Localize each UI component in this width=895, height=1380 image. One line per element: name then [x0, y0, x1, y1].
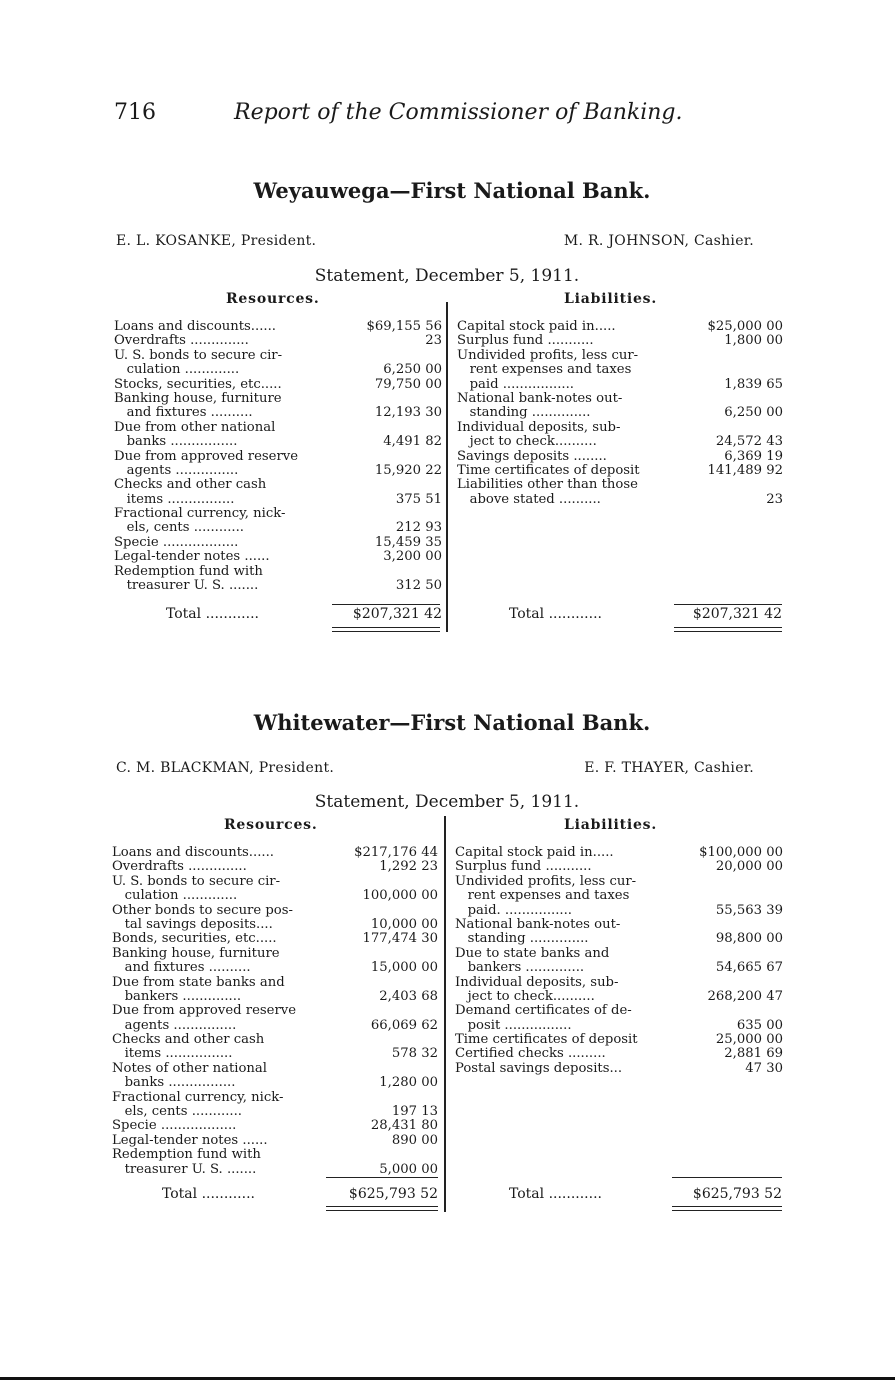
ledger-line [457, 378, 785, 392]
line-amount: 197 13 [391, 1104, 438, 1120]
ledger-line [455, 1062, 785, 1076]
line-label: and fixtures .......... [112, 960, 251, 976]
line-label: culation ............. [112, 888, 238, 904]
line-label: Time certificates of deposit [455, 1032, 638, 1048]
line-label: ject to check.......... [455, 988, 595, 1004]
line-label: Capital stock paid in..... [457, 319, 616, 334]
line-amount: 25,000 00 [715, 1032, 783, 1048]
ledger-line [455, 889, 785, 903]
ledger-line [112, 947, 440, 961]
line-label: Bonds, securities, etc..... [112, 931, 277, 947]
total-amount: $207,321 42 [692, 606, 782, 622]
line-label: Individual deposits, sub- [457, 419, 621, 435]
ledger-line [457, 406, 785, 420]
line-amount: 2,881 69 [724, 1046, 783, 1062]
line-amount: 375 51 [395, 491, 442, 507]
line-label: Surplus fund ........... [455, 859, 592, 875]
ledger-line [455, 961, 785, 975]
ledger-line [114, 378, 444, 392]
ledger-line [457, 334, 785, 348]
ledger-line [455, 846, 785, 860]
ledger-line [114, 435, 444, 449]
running-title: Report of the Commissioner of Banking. [234, 100, 683, 125]
line-label: Due from approved reserve [112, 1003, 297, 1019]
ledger-line [457, 464, 785, 478]
ledger-line [112, 875, 440, 889]
line-amount: 23 [766, 491, 783, 507]
line-label: Banking house, furniture [114, 390, 282, 406]
bank-title: Whitewater—First National Bank. [253, 710, 651, 735]
line-label: culation ............. [114, 362, 240, 378]
president-name: C. M. BLACKMAN, President. [116, 760, 335, 776]
ledger-line [114, 536, 444, 550]
ledger-line [114, 406, 444, 420]
line-label: Notes of other national [112, 1060, 267, 1076]
total-label: Total ............ [509, 1186, 602, 1202]
line-label: Legal-tender notes ...... [112, 1132, 268, 1148]
line-amount: 15,459 35 [374, 534, 442, 550]
line-label: Capital stock paid in..... [455, 845, 614, 860]
line-label: Fractional currency, nick- [114, 506, 286, 522]
total-amount: $625,793 52 [348, 1186, 438, 1202]
line-label: banks ................ [114, 434, 238, 450]
ledger-line [455, 875, 785, 889]
line-amount: 1,800 00 [724, 333, 783, 349]
line-amount: $69,155 56 [366, 319, 442, 334]
ledger-line [457, 392, 785, 406]
president-name: E. L. KOSANKE, President. [116, 233, 317, 249]
ledger-line [455, 947, 785, 961]
line-label: Specie .................. [114, 534, 239, 550]
ledger-line [112, 1148, 440, 1162]
total-amount: $207,321 42 [352, 606, 442, 622]
resources-total-double-rule [326, 1206, 438, 1211]
column-divider [446, 302, 448, 632]
line-label: banks ................ [112, 1075, 236, 1091]
ledger-line [457, 450, 785, 464]
statement-date: Statement, December 5, 1911. [314, 792, 580, 812]
liabilities-total-row [455, 1186, 785, 1204]
line-label: items ................ [114, 491, 235, 507]
resources-total-rule [332, 604, 440, 605]
line-label: Liabilities other than those [457, 477, 638, 493]
line-label: Surplus fund ........... [457, 333, 594, 349]
ledger-line [455, 932, 785, 946]
ledger-line [114, 550, 444, 564]
ledger-line [114, 392, 444, 406]
line-amount: 55,563 39 [715, 902, 783, 918]
liabilities-heading: Liabilities. [564, 291, 658, 307]
resources-heading: Resources. [226, 291, 320, 307]
line-amount: 79,750 00 [374, 376, 442, 392]
line-label: Due from approved reserve [114, 448, 299, 464]
ledger-line [112, 961, 440, 975]
line-amount: 177,474 30 [362, 931, 438, 947]
ledger-line [457, 493, 785, 507]
ledger-line [112, 1091, 440, 1105]
ledger-line [114, 579, 444, 593]
ledger-line [457, 320, 785, 334]
line-amount: 890 00 [391, 1132, 438, 1148]
line-label: tal savings deposits.... [112, 916, 273, 932]
liabilities-heading: Liabilities. [564, 817, 658, 833]
total-label: Total ............ [162, 1186, 255, 1202]
total-amount: $625,793 52 [692, 1186, 782, 1202]
line-amount: 23 [425, 333, 442, 349]
line-amount: 47 30 [745, 1060, 783, 1076]
line-label: rent expenses and taxes [455, 888, 630, 904]
ledger-line [455, 1019, 785, 1033]
liabilities-total-double-rule [674, 627, 782, 632]
ledger-line [114, 565, 444, 579]
ledger-line [114, 521, 444, 535]
line-label: els, cents ............ [112, 1104, 242, 1120]
liabilities-total-rule [672, 1177, 782, 1178]
line-amount: $25,000 00 [707, 319, 783, 334]
line-label: standing .............. [455, 931, 589, 947]
ledger-line [112, 1047, 440, 1061]
ledger-line [112, 904, 440, 918]
line-label: above stated .......... [457, 491, 601, 507]
line-amount: 212 93 [395, 520, 442, 536]
line-label: Demand certificates of de- [455, 1003, 632, 1019]
ledger-line [457, 421, 785, 435]
cashier-name: E. F. THAYER, Cashier. [584, 760, 754, 776]
line-label: ject to check.......... [457, 434, 597, 450]
ledger-line [455, 1004, 785, 1018]
ledger-line [457, 435, 785, 449]
line-label: Undivided profits, less cur- [457, 347, 639, 363]
line-amount: 1,280 00 [379, 1075, 438, 1091]
ledger-line [455, 904, 785, 918]
ledger-line [112, 990, 440, 1004]
line-label: Legal-tender notes ...... [114, 549, 270, 565]
page-number: 716 [114, 100, 156, 125]
resources-total-rule [326, 1177, 438, 1178]
line-amount: 28,431 80 [370, 1118, 438, 1134]
line-amount: 15,000 00 [370, 960, 438, 976]
line-label: Other bonds to secure pos- [112, 902, 293, 918]
line-label: posit ................ [455, 1017, 572, 1033]
ledger-line [112, 1004, 440, 1018]
line-label: National bank-notes out- [457, 390, 623, 406]
line-label: Checks and other cash [114, 477, 267, 493]
line-amount: 98,800 00 [715, 931, 783, 947]
line-amount: 6,369 19 [724, 448, 783, 464]
ledger-line [455, 990, 785, 1004]
line-label: Redemption fund with [114, 563, 263, 579]
line-label: treasurer U. S. ....... [114, 578, 259, 594]
column-divider [444, 816, 446, 1212]
line-label: standing .............. [457, 405, 591, 421]
ledger-line [112, 1019, 440, 1033]
line-label: Overdrafts .............. [112, 859, 247, 875]
line-label: treasurer U. S. ....... [112, 1161, 257, 1177]
line-label: Checks and other cash [112, 1032, 265, 1048]
ledger-line [114, 450, 444, 464]
ledger-line [114, 363, 444, 377]
bank-title: Weyauwega—First National Bank. [253, 178, 651, 203]
line-amount: 10,000 00 [370, 916, 438, 932]
line-amount: 1,839 65 [724, 376, 783, 392]
line-label: and fixtures .......... [114, 405, 253, 421]
line-amount: 6,250 00 [383, 362, 442, 378]
ledger-line [112, 932, 440, 946]
ledger-line [112, 1076, 440, 1090]
line-label: rent expenses and taxes [457, 362, 632, 378]
line-label: Specie .................. [112, 1118, 237, 1134]
line-label: els, cents ............ [114, 520, 244, 536]
ledger-line [114, 464, 444, 478]
resources-total-row [112, 1186, 440, 1204]
line-label: U. S. bonds to secure cir- [112, 873, 281, 889]
line-label: items ................ [112, 1046, 233, 1062]
line-amount: 268,200 47 [707, 988, 783, 1004]
line-amount: 578 32 [391, 1046, 438, 1062]
line-label: Certified checks ......... [455, 1046, 606, 1062]
line-amount: 20,000 00 [715, 859, 783, 875]
line-label: bankers .............. [455, 960, 585, 976]
ledger-line [112, 860, 440, 874]
ledger-line [457, 478, 785, 492]
ledger-line [114, 493, 444, 507]
ledger-line [112, 918, 440, 932]
ledger-line [112, 976, 440, 990]
ledger-line [114, 478, 444, 492]
line-label: Time certificates of deposit [457, 462, 640, 478]
line-label: Due from other national [114, 419, 276, 435]
ledger-line [112, 846, 440, 860]
resources-total-row [112, 606, 444, 624]
liabilities-list [457, 320, 785, 507]
ledger-line [455, 918, 785, 932]
line-label: Postal savings deposits... [455, 1060, 623, 1076]
cashier-name: M. R. JOHNSON, Cashier. [563, 233, 754, 249]
liabilities-total-double-rule [672, 1206, 782, 1211]
ledger-line [114, 507, 444, 521]
ledger-line [457, 363, 785, 377]
liabilities-list [455, 846, 785, 1076]
line-label: Savings deposits ........ [457, 448, 607, 464]
line-label: Fractional currency, nick- [112, 1089, 284, 1105]
line-label: Loans and discounts...... [112, 845, 274, 860]
line-label: U. S. bonds to secure cir- [114, 347, 283, 363]
liabilities-total-rule [674, 604, 782, 605]
statement-date: Statement, December 5, 1911. [314, 266, 580, 286]
ledger-line [457, 349, 785, 363]
line-amount: 6,250 00 [724, 405, 783, 421]
ledger-line [455, 860, 785, 874]
ledger-line [114, 421, 444, 435]
line-amount: 3,200 00 [383, 549, 442, 565]
ledger-line [112, 1134, 440, 1148]
line-amount: $217,176 44 [354, 845, 438, 860]
ledger-line [112, 1062, 440, 1076]
line-label: Undivided profits, less cur- [455, 873, 637, 889]
resources-list [112, 846, 440, 1177]
line-amount: 1,292 23 [379, 859, 438, 875]
line-label: Due to state banks and [455, 945, 610, 961]
bank-statement-weyauwega [112, 178, 792, 648]
ledger-line [455, 976, 785, 990]
ledger-line [455, 1033, 785, 1047]
line-label: Individual deposits, sub- [455, 974, 619, 990]
line-amount: 312 50 [395, 578, 442, 594]
line-amount: 635 00 [736, 1017, 783, 1033]
ledger-line [112, 1033, 440, 1047]
line-amount: 100,000 00 [362, 888, 438, 904]
ledger-line [112, 1105, 440, 1119]
liabilities-total-row [457, 606, 785, 624]
line-amount: 5,000 00 [379, 1161, 438, 1177]
line-amount: 141,489 92 [707, 462, 783, 478]
ledger-line [114, 320, 444, 334]
line-amount: 12,193 30 [374, 405, 442, 421]
line-label: National bank-notes out- [455, 916, 621, 932]
line-label: agents ............... [112, 1017, 237, 1033]
line-label: Due from state banks and [112, 974, 285, 990]
resources-list [114, 320, 444, 593]
ledger-line [114, 334, 444, 348]
line-label: Redemption fund with [112, 1147, 261, 1163]
line-amount: 2,403 68 [379, 988, 438, 1004]
resources-total-double-rule [332, 627, 440, 632]
line-label: bankers .............. [112, 988, 242, 1004]
line-label: agents ............... [114, 462, 239, 478]
resources-heading: Resources. [224, 817, 318, 833]
total-label: Total ............ [166, 606, 259, 622]
total-label: Total ............ [509, 606, 602, 622]
ledger-line [112, 1119, 440, 1133]
line-label: paid ................. [457, 376, 574, 392]
line-amount: $100,000 00 [699, 845, 783, 860]
line-label: Overdrafts .............. [114, 333, 249, 349]
ledger-line [112, 1163, 440, 1177]
line-amount: 54,665 67 [715, 960, 783, 976]
ledger-line [112, 889, 440, 903]
line-amount: 24,572 43 [715, 434, 783, 450]
ledger-line [114, 349, 444, 363]
line-label: Stocks, securities, etc..... [114, 376, 282, 392]
ledger-line [455, 1047, 785, 1061]
line-amount: 15,920 22 [374, 462, 442, 478]
line-label: Banking house, furniture [112, 945, 280, 961]
line-label: Loans and discounts...... [114, 319, 276, 334]
line-amount: 4,491 82 [383, 434, 442, 450]
line-label: paid. ................ [455, 902, 572, 918]
bank-statement-whitewater [112, 710, 792, 1220]
running-head [114, 100, 714, 130]
line-amount: 66,069 62 [370, 1017, 438, 1033]
